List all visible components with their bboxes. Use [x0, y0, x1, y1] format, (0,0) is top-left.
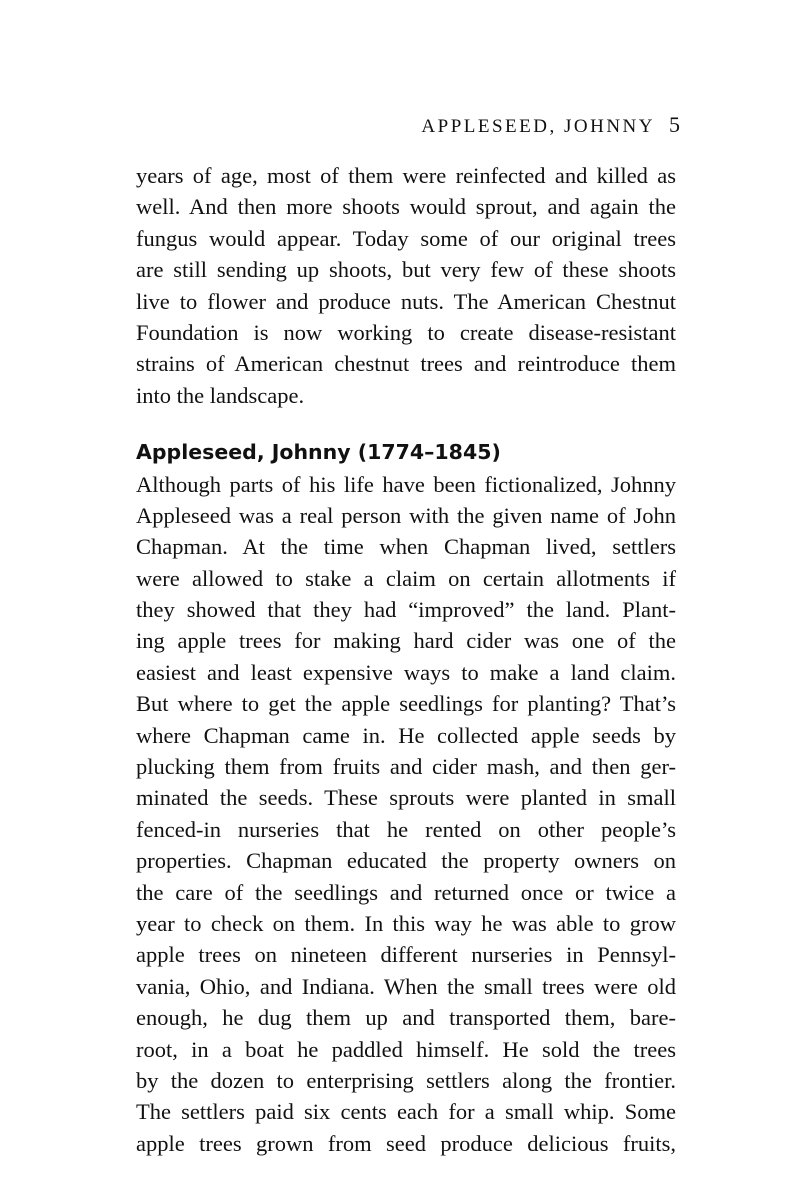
- text-line: The settlers paid six cents each for a small whip. Some: [136, 1099, 676, 1125]
- text-line: But where to get the apple seedlings for planting? That’s: [136, 691, 676, 717]
- text-line: fenced-in nurseries that he rented on other people’s: [136, 816, 676, 842]
- text-line: by the dozen to enterprising settlers along the frontier.: [136, 1067, 676, 1093]
- text-line: Chapman. At the time when Chapman lived, settlers: [136, 534, 676, 560]
- text-line: strains of American chestnut trees and reintroduce them: [136, 351, 676, 377]
- running-head-title: APPLESEED, JOHNNY: [421, 116, 655, 137]
- page-number: 5: [669, 112, 680, 137]
- text-line: fungus would appear. Today some of our original trees: [136, 225, 676, 251]
- continued-paragraph: [136, 160, 676, 411]
- running-head: [421, 112, 680, 138]
- paragraph-gap: [136, 411, 676, 437]
- text-line: Foundation is now working to create disease-resistant: [136, 319, 676, 345]
- text-line: vania, Ohio, and Indiana. When the small trees were old: [136, 973, 676, 999]
- text-line: easiest and least expensive ways to make a land claim.: [136, 659, 676, 685]
- entry-appleseed: [136, 437, 676, 1159]
- text-line: apple trees grown from seed produce delicious fruits,: [136, 1130, 676, 1156]
- page-body: [136, 160, 676, 1159]
- text-line: root, in a boat he paddled himself. He sold the trees: [136, 1036, 676, 1062]
- text-line: apple trees on nineteen different nurseries in Pennsyl-: [136, 942, 676, 968]
- text-line: are still sending up shoots, but very few of these shoots: [136, 257, 676, 283]
- text-line: year to check on them. In this way he was able to grow: [136, 910, 676, 936]
- text-line: they showed that they had “improved” the land. Plant-: [136, 597, 676, 623]
- text-line: enough, he dug them up and transported them, bare-: [136, 1005, 676, 1031]
- text-line: plucking them from fruits and cider mash, and then ger-: [136, 754, 676, 780]
- text-line: properties. Chapman educated the property owners on: [136, 848, 676, 874]
- text-line: the care of the seedlings and returned once or twice a: [136, 879, 676, 905]
- text-line: where Chapman came in. He collected apple seeds by: [136, 722, 676, 748]
- text-line: Appleseed was a real person with the given name of John: [136, 502, 676, 528]
- entry-heading: Appleseed, Johnny (1774–1845): [136, 440, 501, 465]
- text-line: into the landscape.: [136, 382, 305, 408]
- text-line: well. And then more shoots would sprout, and again the: [136, 194, 676, 220]
- text-line: ing apple trees for making hard cider was one of the: [136, 628, 676, 654]
- text-line: live to flower and produce nuts. The American Chestnut: [136, 288, 676, 314]
- text-line: years of age, most of them were reinfected and killed as: [136, 163, 676, 188]
- text-line: minated the seeds. These sprouts were planted in small: [136, 785, 676, 811]
- text-line: were allowed to stake a claim on certain allotments if: [136, 565, 676, 591]
- text-line: Although parts of his life have been fictionalized, Johnny: [136, 471, 676, 497]
